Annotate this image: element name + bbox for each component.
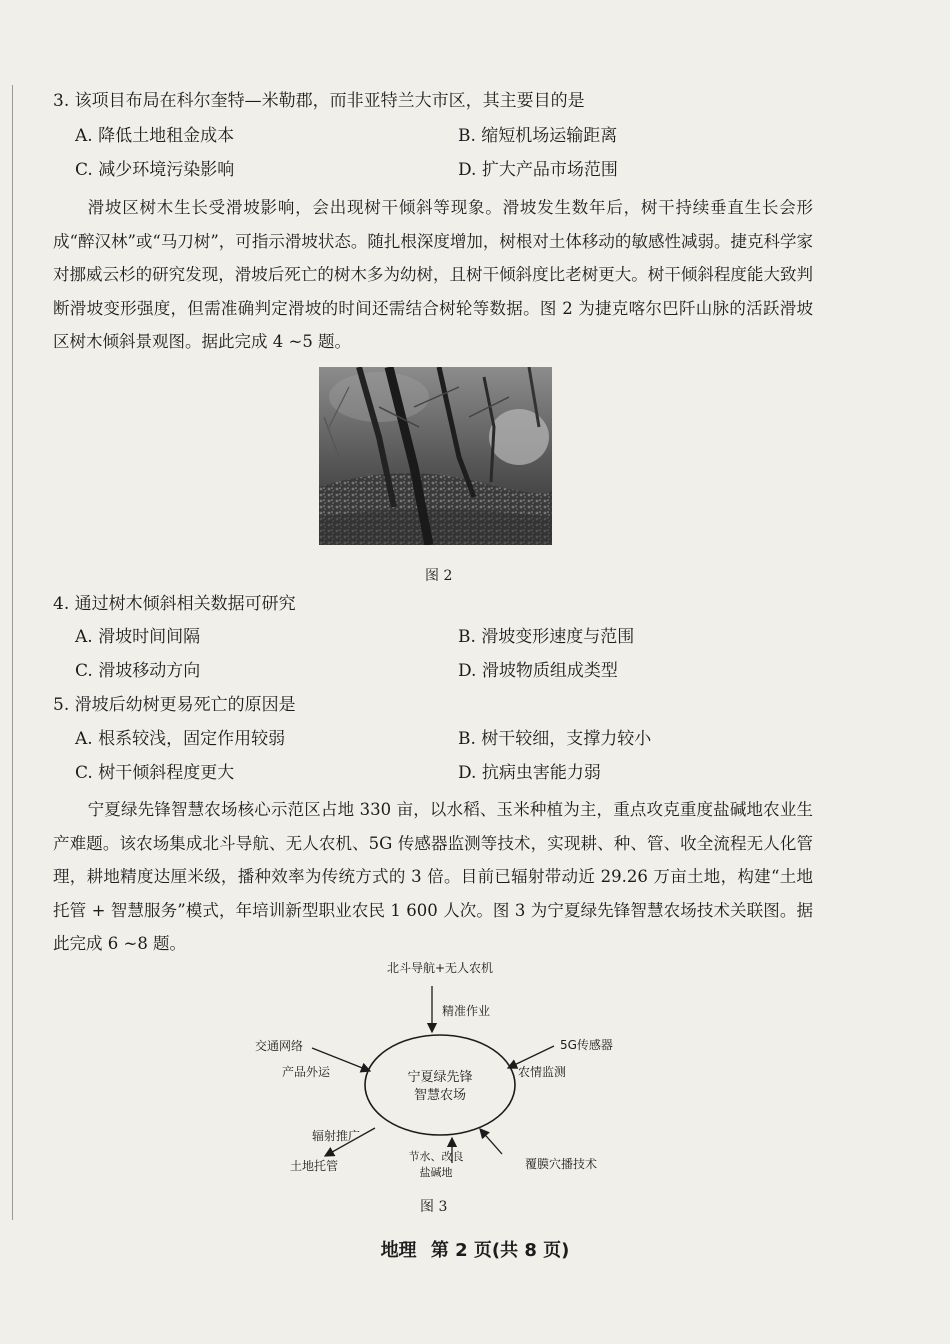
node-transport-network: 交通网络 <box>255 1039 304 1053</box>
q5-option-c: C. 树干倾斜程度更大 <box>75 763 235 783</box>
farm-center-line1: 宁夏绿先锋 <box>407 1070 473 1085</box>
node-film-mulching-tech: 覆膜穴播技术 <box>525 1157 598 1171</box>
footer-subject: 地理 <box>380 1240 417 1261</box>
tilted-trees-photo-icon <box>319 367 552 545</box>
q4-option-c: C. 滑坡移动方向 <box>75 661 201 681</box>
landslide-passage-text: 滑坡区树木生长受滑坡影响，会出现树干倾斜等现象。滑坡发生数年后，树干持续垂直生长会形成“醉汉林”或“马刀树”，可指示滑坡状态。随扎根深度增加，树根对土体移动的敏感性减弱。捷克科学家对挪威云杉的研究发现，滑坡后死亡的树木多为幼树，且树干倾斜度比老树更大。树干倾斜程度能大致判断滑坡变形强度，但需准确判定滑坡的时间还需结合树轮等数据。图 2 为捷克喀尔巴阡山脉的活跃滑坡区树木倾斜景观图。据此完成 4 ~5 题。 <box>53 198 813 351</box>
label-radiation-promotion: 辐射推广 <box>312 1129 361 1143</box>
label-product-shipping: 产品外运 <box>282 1065 331 1079</box>
q3-option-d: D. 扩大产品市场范围 <box>458 160 618 180</box>
q5-option-b: B. 树干较细，支撑力较小 <box>458 729 652 749</box>
figure-3-farm-tech-diagram <box>240 958 640 1188</box>
binding-margin-line <box>12 85 13 1220</box>
question-4-stem: 4. 通过树木倾斜相关数据可研究 <box>53 594 296 614</box>
label-crop-monitoring: 农情监测 <box>518 1065 567 1079</box>
label-precision-operation: 精准作业 <box>442 1004 491 1018</box>
q3-option-b: B. 缩短机场运输距离 <box>458 126 618 146</box>
node-5g-sensor: 5G传感器 <box>560 1038 613 1052</box>
label-saline-land: 盐碱地 <box>419 1166 453 1179</box>
figure-2-forest-photo <box>319 367 552 545</box>
question-3-stem: 3. 该项目布局在科尔奎特—米勒郡，而非亚特兰大市区，其主要目的是 <box>53 91 585 111</box>
node-beidou-navigation: 北斗导航+无人农机 <box>386 961 494 975</box>
landslide-passage <box>53 191 813 359</box>
q5-option-a: A. 根系较浅，固定作用较弱 <box>75 729 286 749</box>
q3-option-c: C. 减少环境污染影响 <box>75 160 235 180</box>
footer-page-number: 第 2 页(共 8 页) <box>430 1240 570 1261</box>
arrow-bottom-right <box>480 1129 502 1154</box>
node-land-trusteeship: 土地托管 <box>290 1159 339 1173</box>
q3-option-a: A. 降低土地租金成本 <box>75 126 235 146</box>
farm-center-line2: 智慧农场 <box>413 1088 467 1103</box>
smart-farm-passage-text: 宁夏绿先锋智慧农场核心示范区占地 330 亩，以水稻、玉米种植为主，重点攻克重度盐碱地农业生产难题。该农场集成北斗导航、无人农机、5G 传感器监测等技术，实现耕、种、管、收全流程无人化管理，耕地精度达厘米级，播种效率为传统方式的 3 倍。目前已辐射带动近 29.26 万亩土地，构建“土地托管 + 智慧服务”模式，年培训新型职业农民 1 600 人次。图 3 为宁夏绿先锋智慧农场技术关联图。据此完成 6 ~8 题。 <box>53 800 813 953</box>
figure-3-caption: 图 3 <box>420 1199 448 1215</box>
smart-farm-passage <box>53 793 813 961</box>
q4-option-b: B. 滑坡变形速度与范围 <box>458 627 635 647</box>
figure-2-caption: 图 2 <box>425 568 453 584</box>
question-5-stem: 5. 滑坡后幼树更易死亡的原因是 <box>53 695 296 715</box>
farm-center-ellipse <box>365 1035 515 1135</box>
label-water-saving: 节水、改良 <box>408 1150 464 1163</box>
page-footer <box>0 1236 950 1262</box>
q4-option-d: D. 滑坡物质组成类型 <box>458 661 618 681</box>
q4-option-a: A. 滑坡时间间隔 <box>75 627 201 647</box>
q5-option-d: D. 抗病虫害能力弱 <box>458 763 601 783</box>
